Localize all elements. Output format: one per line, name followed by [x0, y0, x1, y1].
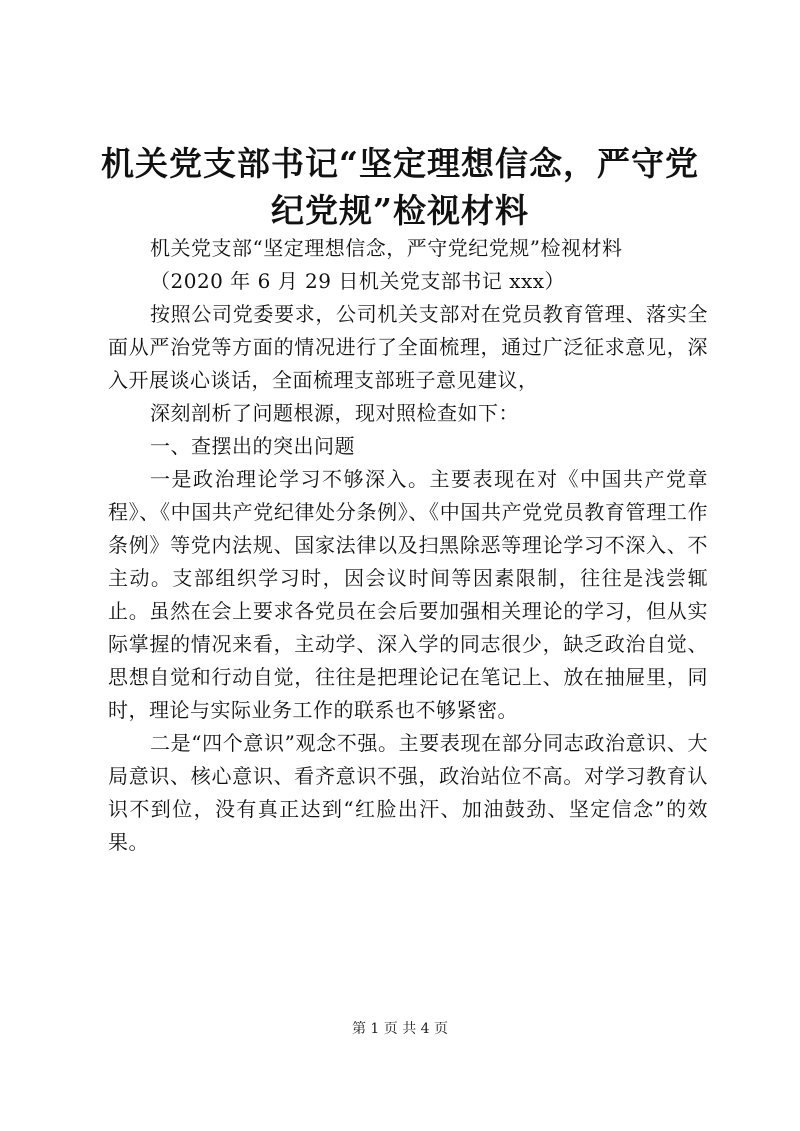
- body-paragraph: （2020 年 6 月 29 日机关党支部书记 xxx）: [150, 269, 566, 293]
- body-paragraph: 深刻剖析了问题根源，现对照检查如下：: [150, 401, 519, 425]
- document-title: 机关党支部书记“坚定理想信念，严守党纪党规”检视材料: [101, 144, 699, 230]
- body-paragraph: 按照公司党委要求，公司机关支部对在党员教育管理、落实全面从严治党等方面的情况进行了全面梳理，通过广泛征求意见，深入开展谈心谈话，全面梳理支部班子意见建议，: [108, 302, 708, 392]
- body-paragraph: 机关党支部“坚定理想信念，严守党纪党规”检视材料: [150, 236, 623, 260]
- body-paragraph: 一是政治理论学习不够深入。主要表现在对《中国共产党章程》、《中国共产党纪律处分条例》、《中国共产党党员教育管理工作条例》等党内法规、国家法律以及扫黑除恶等理论学习不深入、不主动。支部组织学习时，因会议时间等因素限制，往往是浅尝辄止。虽然在会上要求各党员在会后要加强相关理论的学习，但从实际掌握的情况来看，主动学、深入学的同志很少，缺乏政治自觉、思想自觉和行动自觉，往往是把理论记在笔记上、放在抽屉里，同时，理论与实际业务工作的联系也不够紧密。: [108, 467, 708, 722]
- body-paragraph: 二是“四个意识”观念不强。主要表现在部分同志政治意识、大局意识、核心意识、看齐意识不强，政治站位不高。对学习教育认识不到位，没有真正达到“红脸出汗、加油鼓劲、坚定信念”的效果。: [108, 731, 708, 854]
- section-heading: 一、查摆出的突出问题: [150, 434, 355, 458]
- document-body: [108, 232, 708, 859]
- page-footer: 第 1 页 共 4 页: [351, 1021, 449, 1037]
